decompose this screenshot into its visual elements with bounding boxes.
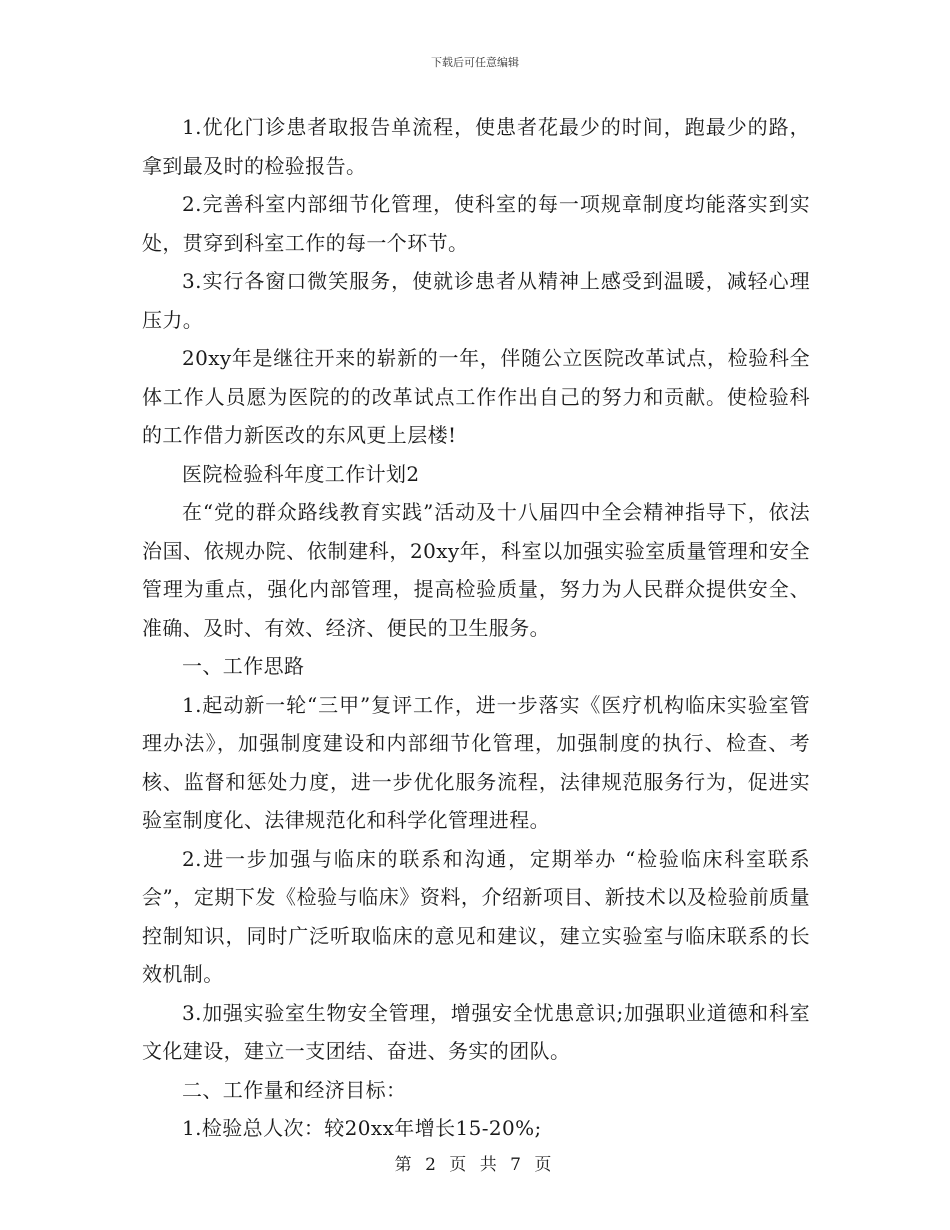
page-number: 第 2 页 共 7 页 bbox=[394, 1155, 556, 1175]
list-item-optimize-report-flow: 1.优化门诊患者取报告单流程，使患者花最少的时间，跑最少的路，拿到最及时的检验报告。 bbox=[142, 115, 810, 178]
intro-paragraph: 在“党的群众路线教育实践”活动及十八届四中全会精神指导下，依法治国、依规办院、依制建科，20xy年，科室以加强实验室质量管理和安全管理为重点，强化内部管理，提高检验质量，努力为人民群众提供安全、准确、及时、有效、经济、便民的卫生服务。 bbox=[142, 500, 810, 640]
list-item-smile-service: 3.实行各窗口微笑服务，使就诊患者从精神上感受到温暖，减轻心理压力。 bbox=[142, 269, 810, 332]
document-body bbox=[142, 108, 810, 1148]
closing-paragraph: 20xy年是继往开来的崭新的一年，伴随公立医院改革试点，检验科全体工作人员愿为医院的的改革试点工作作出自己的努力和贡献。使检验科的工作借力新医改的东风更上层楼! bbox=[142, 346, 810, 447]
list-item-clinical-contact: 2.进一步加强与临床的联系和沟通，定期举办 “检验临床科室联系会”，定期下发《检验与临床》资料，介绍新项目、新技术以及检验前质量控制知识，同时广泛听取临床的意见和建议，建立实验室与临床联系的长效机制。 bbox=[142, 846, 810, 986]
header-note: 下载后可任意编辑 bbox=[431, 56, 519, 69]
heading-work-ideas: 一、工作思路 bbox=[182, 654, 305, 678]
heading-workload-targets: 二、工作量和经济目标： bbox=[182, 1077, 407, 1102]
list-item-biosafety: 3.加强实验室生物安全管理，增强安全忧患意识;加强职业道德和科室文化建设，建立一支团结、奋进、务实的团队。 bbox=[142, 1000, 810, 1063]
list-item-total-tests: 1.检验总人次：较20xx年增长15-20%; bbox=[182, 1116, 542, 1140]
list-item-refine-management: 2.完善科室内部细节化管理，使科室的每一项规章制度均能落实到实处，贯穿到科室工作的每一个环节。 bbox=[142, 192, 810, 255]
list-item-review-work: 1.起动新一轮“三甲”复评工作，进一步落实《医疗机构临床实验室管理办法》，加强制度建设和内部细节化管理，加强制度的执行、检查、考核、监督和惩处力度，进一步优化服务流程，法律规范服务行为，促进实验室制度化、法律规范化和科学化管理进程。 bbox=[142, 692, 810, 832]
section-title: 医院检验科年度工作计划2 bbox=[182, 461, 420, 486]
